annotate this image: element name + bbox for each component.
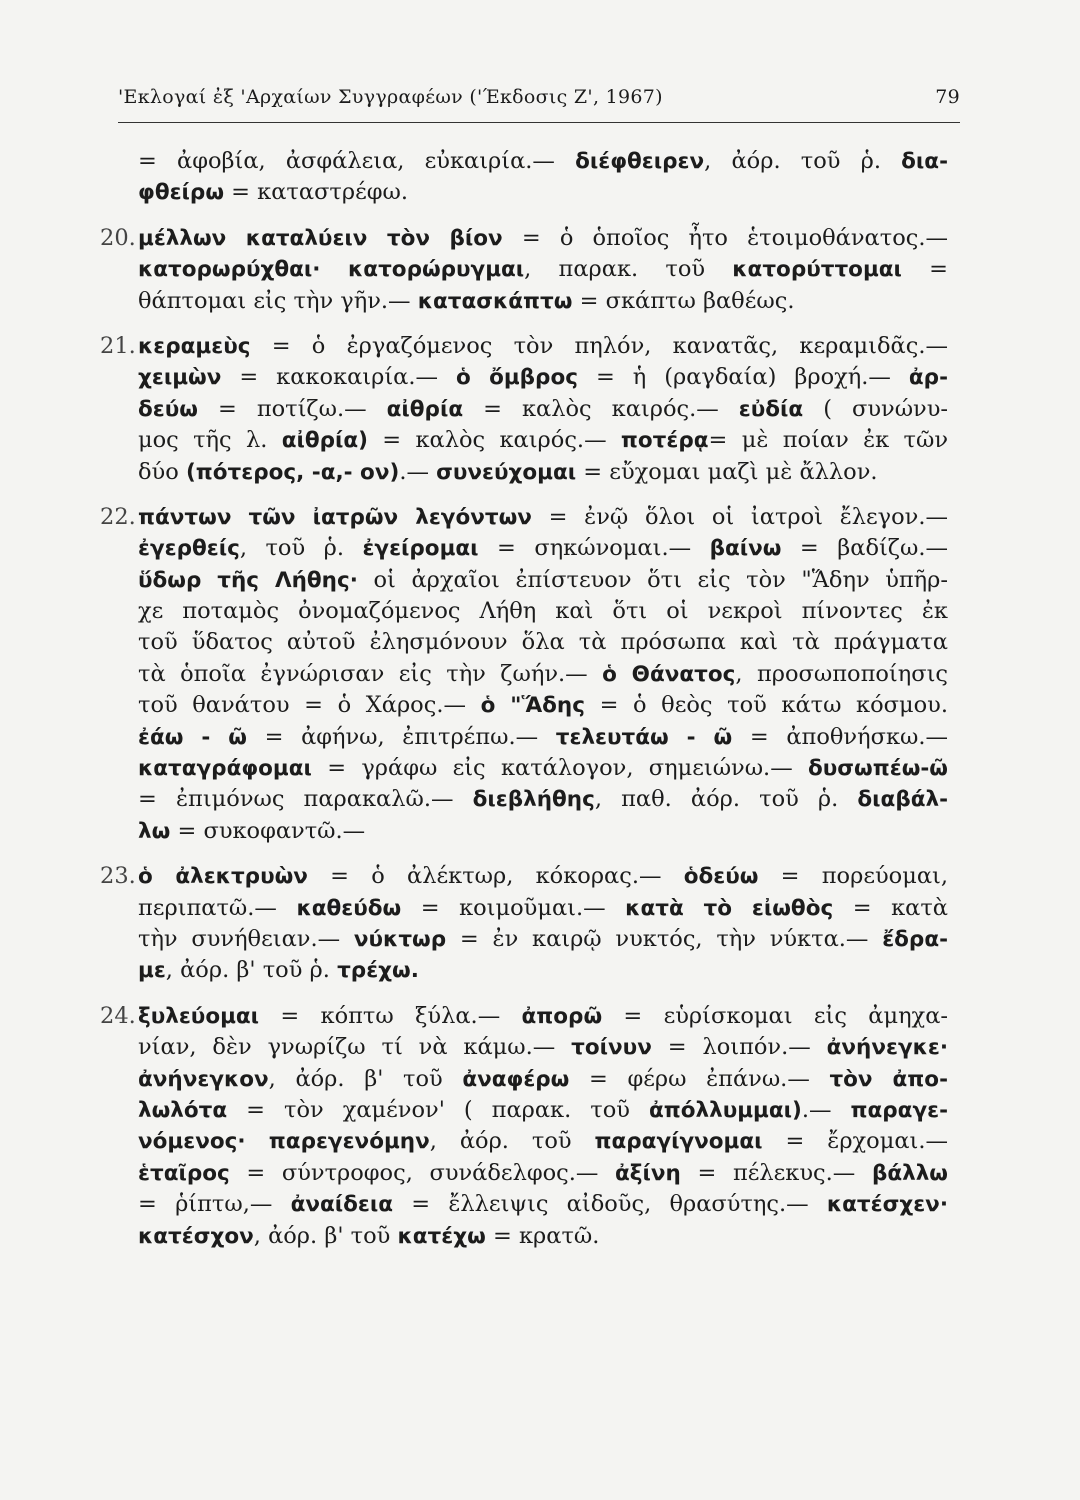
text-line [138, 784, 948, 815]
headword: κατέσχον [138, 1223, 254, 1249]
headword: με [138, 958, 166, 984]
headword: ὁ ὄμβρος [456, 365, 578, 391]
gloss-text: τὴν συνήθειαν.— [138, 925, 354, 952]
headword: ἑταῖρος [138, 1160, 230, 1186]
gloss-text: = φέρω ἐπάνω.— [569, 1065, 830, 1092]
headword: κατορωρύχθαι· κατορώρυγμαι [138, 257, 525, 283]
headword: ποτέρᾳ [620, 428, 709, 454]
entry-number: 20. [100, 224, 136, 251]
gloss-text: = λοιπόν.— [651, 1034, 827, 1061]
gloss-text: , ἀόρ. τοῦ ῥ. [704, 148, 902, 174]
text-line [138, 394, 948, 425]
headword: τοίνυν [571, 1035, 652, 1061]
headword: ὁδεύω [683, 864, 759, 890]
gloss-text: = σηκώνομαι.— [478, 535, 710, 562]
gloss-text: = κακοκαιρία.— [221, 364, 456, 391]
gloss-text: = κρατῶ. [485, 1222, 600, 1249]
headword: φθείρω [138, 180, 225, 206]
gloss-text: περιπατῶ.— [138, 894, 297, 921]
text-line [138, 1095, 948, 1126]
text-line [138, 955, 948, 986]
entry-number: 21. [100, 332, 136, 359]
text-line [138, 362, 948, 393]
headword: καθεύδω [296, 895, 402, 921]
text-line [138, 425, 948, 456]
headword: παραγίγνομαι [594, 1129, 763, 1155]
headword: ἀναίδεια [290, 1192, 394, 1218]
gloss-text: = βαδίζω.— [781, 535, 949, 562]
headword: πάντων τῶν ἰατρῶν λεγόντων [138, 504, 532, 530]
headword: ἀρ- [908, 365, 948, 391]
gloss-text: , τοῦ ῥ. [239, 535, 363, 562]
gloss-text: , ἀόρ. β' τοῦ [268, 1065, 463, 1092]
gloss-text: = σύντροφος, συνάδελφος.— [229, 1159, 616, 1186]
headword: λωλότα [138, 1097, 228, 1123]
text-line [138, 565, 948, 596]
gloss-text: = γράφω εἰς κατάλογον, σημειώνω.— [311, 755, 808, 782]
text-line [138, 177, 948, 208]
text-line [138, 533, 948, 564]
gloss-text: = ἀφοβία, ἀσφάλεια, εὐκαιρία.— [138, 148, 576, 174]
text-line [138, 1189, 948, 1220]
headword: συνεύχομαι [436, 459, 577, 485]
headword: ἐάω - ῶ [138, 724, 247, 750]
gloss-text: = κόπτω ξύλα.— [259, 1002, 522, 1029]
gloss-text: τοῦ ὕδατος αὐτοῦ ἐλησμόνουν ὅλα τὰ πρόσωπα καὶ τὰ πράγματα [138, 629, 948, 656]
gloss-text: μος τῆς λ. [138, 427, 282, 454]
headword: ὁ "Ἅδης [480, 693, 585, 719]
gloss-text: , ἀόρ. β' τοῦ ῥ. [165, 957, 338, 984]
text-line [138, 924, 948, 955]
text-line [138, 690, 948, 721]
gloss-text: , παρακ. τοῦ [524, 256, 733, 283]
headword: κατασκάπτω [417, 288, 573, 314]
headword: βάλλω [871, 1160, 948, 1186]
gloss-text: = ἡ (ραγδαία) βροχή.— [577, 364, 909, 391]
gloss-text: = σκάπτω βαθέως. [572, 287, 795, 314]
page-number: 79 [935, 86, 960, 108]
headword: καταγράφομαι [138, 756, 312, 782]
text-line [100, 1001, 948, 1032]
headword: χειμὼν [138, 365, 222, 391]
headword: (πότερος, -α,- ον) [185, 459, 400, 485]
gloss-text: = ἀποθνήσκω.— [732, 723, 949, 750]
gloss-text: .— [801, 1096, 851, 1123]
headword: ἐγερθείς [138, 536, 240, 562]
text-line [138, 722, 948, 753]
headword: κατέχω [397, 1223, 486, 1249]
headword: παραγε- [850, 1097, 948, 1123]
gloss-text: τοῦ θανάτου = ὁ Χάρος.— [138, 692, 481, 719]
text-line [100, 223, 948, 254]
headword: νόμενος· παρεγενόμην [138, 1129, 430, 1155]
text-line [100, 331, 948, 362]
gloss-text: = ἀφήνω, ἐπιτρέπω.— [246, 723, 556, 750]
text-line [100, 502, 949, 533]
text-line [138, 1158, 948, 1189]
text-line [138, 627, 948, 658]
gloss-text: = ἐπιμόνως παρακαλῶ.— [138, 786, 473, 813]
headword: δυσωπέω-ῶ [808, 756, 948, 782]
entry-number: 22. [100, 503, 136, 530]
headword: δια- [901, 149, 948, 174]
gloss-text: = πέλεκυς.— [680, 1159, 872, 1186]
headword: δεύω [138, 396, 198, 422]
gloss-text: ( συνώνυ- [803, 395, 949, 422]
gloss-text: = κατὰ [833, 894, 948, 921]
headword: ἀξίνη [615, 1160, 681, 1186]
gloss-text: = ἐνῷ ὅλοι οἱ ἰατροὶ ἔλεγον.— [531, 503, 949, 530]
gloss-text: .— [399, 458, 437, 485]
headword: κατέσχεν· [826, 1192, 948, 1218]
gloss-text: = ποτίζω.— [197, 395, 387, 422]
headword: διεβλήθης [472, 787, 595, 813]
headword: ἔδρα- [882, 926, 949, 952]
gloss-text: = κοιμοῦμαι.— [401, 894, 626, 921]
headword: ἀνήνεγκον [138, 1066, 269, 1092]
gloss-text: = τὸν χαμένον' ( παρακ. τοῦ [227, 1096, 649, 1123]
gloss-text: , προσωποποίησις [735, 660, 948, 687]
glossary-body [100, 146, 949, 1252]
headword: αἰθρία) [281, 428, 368, 454]
text-line [138, 1032, 948, 1063]
gloss-text: χε ποταμὸς ὀνομαζόμενος Λήθη καὶ ὅτι οἱ νεκροὶ πίνοντες ἐκ [138, 598, 948, 625]
gloss-text: οἱ ἀρχαῖοι ἐπίστευον ὅτι εἰς τὸν "Ἅδην ὑπῆρ- [357, 566, 948, 593]
headword: ἀπορῶ [521, 1003, 603, 1029]
gloss-text: = ἔλλειψις αἰδοῦς, θρασύτης.— [393, 1191, 827, 1218]
text-line [100, 861, 949, 892]
text-line [138, 1064, 948, 1095]
headword: κεραμεὺς [138, 333, 251, 359]
gloss-text: = ἐν καιρῷ νυκτός, τὴν νύκτα.— [446, 925, 883, 952]
gloss-text: , παθ. ἀόρ. τοῦ ῥ. [594, 786, 858, 813]
headword: τρέχω. [337, 958, 419, 984]
headword: νύκτωρ [353, 926, 447, 952]
gloss-text: , ἀόρ. β' τοῦ [253, 1222, 398, 1249]
gloss-text: = ὁ ἐργαζόμενος τὸν πηλόν, κανατᾶς, κεραμιδᾶς.— [250, 332, 948, 359]
text-line [138, 457, 948, 488]
gloss-text: = πορεύομαι, [758, 863, 949, 890]
headword: ἀναφέρω [462, 1066, 570, 1092]
gloss-text: = μὲ ποίαν ἐκ τῶν [708, 427, 949, 454]
headword: ἀπόλλυμμαι) [648, 1097, 802, 1123]
gloss-text: = [901, 256, 948, 283]
gloss-text: θάπτομαι εἰς τὴν γῆν.— [138, 287, 418, 314]
gloss-text: = εὑρίσκομαι εἰς ἀμηχα- [602, 1002, 948, 1029]
text-line [138, 286, 948, 317]
text-line [138, 659, 948, 690]
headword: ὕδωρ τῆς Λήθης· [138, 567, 358, 593]
text-line [138, 146, 948, 177]
headword: ἀνήνεγκε· [826, 1035, 948, 1061]
headword: βαίνω [709, 536, 782, 562]
text-line [138, 893, 948, 924]
headword: διαβάλ- [857, 787, 949, 813]
gloss-text: , ἀόρ. τοῦ [429, 1128, 595, 1155]
text-line [138, 753, 948, 784]
headword: λω [138, 818, 171, 844]
headword: αἰθρία [386, 396, 464, 422]
text-line [138, 596, 948, 627]
headword: εὐδία [738, 396, 804, 422]
entry-number: 23. [100, 863, 136, 890]
gloss-text: = καλὸς καιρός.— [367, 427, 621, 454]
entry-number: 24. [100, 1002, 136, 1029]
gloss-text: = εὔχομαι μαζὶ μὲ ἄλλον. [576, 458, 878, 485]
text-line [138, 1221, 948, 1252]
gloss-text: = συκοφαντῶ.— [170, 817, 366, 844]
headword: κατορύττομαι [732, 257, 902, 283]
headword: μέλλων καταλύειν τὸν βίον [138, 225, 503, 251]
gloss-text: = καλὸς καιρός.— [463, 395, 739, 422]
headword: διέφθειρεν [575, 149, 705, 174]
headword: ἐγείρομαι [362, 536, 479, 562]
text-line [138, 816, 948, 847]
headword: τελευτάω - ῶ [555, 724, 733, 750]
headword: ὁ Θάνατος [602, 661, 736, 687]
gloss-text: νίαν, δὲν γνωρίζω τί νὰ κάμω.— [138, 1034, 572, 1061]
text-line [138, 254, 948, 285]
gloss-text: = ὁ θεὸς τοῦ κάτω κόσμου. [585, 692, 948, 719]
book-title: 'Εκλογαί ἐξ 'Αρχαίων Συγγραφέων ('Έκδοσις Ζ', 1967) [118, 86, 663, 108]
gloss-text: = ὁ ἀλέκτωρ, κόκορας.— [307, 863, 684, 890]
headword: ξυλεύομαι [138, 1003, 260, 1029]
header-rule [118, 122, 960, 123]
gloss-text: δύο [138, 458, 186, 485]
gloss-text: = ἔρχομαι.— [762, 1128, 949, 1155]
headword: ὁ ἀλεκτρυὼν [138, 864, 308, 890]
headword: τὸν ἀπο- [829, 1066, 949, 1092]
gloss-text: = ῥίπτω,— [138, 1191, 291, 1218]
running-header [118, 86, 960, 116]
gloss-text: = ὁ ὁποῖος ἦτο ἑτοιμοθάνατος.— [502, 224, 948, 251]
text-line [138, 1126, 948, 1157]
headword: κατὰ τὸ εἰωθὸς [625, 895, 834, 921]
gloss-text: = καταστρέφω. [224, 179, 409, 206]
gloss-text: τὰ ὁποῖα ἐγνώρισαν εἰς τὴν ζωήν.— [138, 660, 603, 687]
